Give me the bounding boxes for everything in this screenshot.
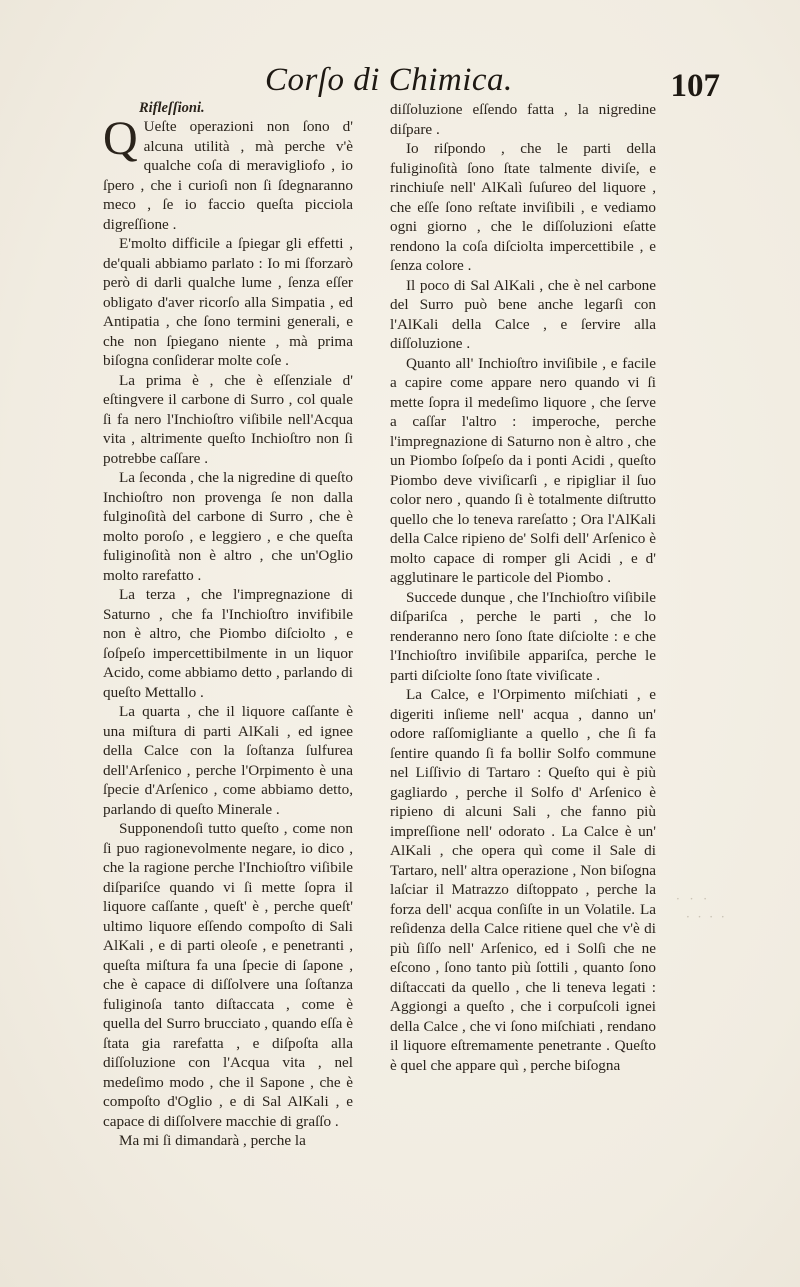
paragraph: Il poco di Sal AlKali , che è nel carbone del Surro può bene anche legarſi con l'AlKali della Calce , e ſervire alla diſſoluzione . <box>390 276 656 352</box>
paragraph: E'molto difficile a ſpiegar gli effetti , de'quali abbiamo parlato : Io mi ſforzarò però di darli qualche lume , ſenza eſſer obligato d'aver ricorſo alla Simpatia , ed Antipatia , che ſono termini generali, e che non ſpiegano niente , mà prima biſogna conſiderar molte coſe . <box>103 235 353 369</box>
paragraph: Supponendoſi tutto queſto , come non ſi puo ragionevolmente negare, io dico , che la ragione perche l'Inchioſtro viſibile diſpariſce quando vi ſi mette ſopra il liquore caſſante , queſt' è , perche queſt' ultimo liquore eſſendo compoſto di Sali AlKali , e di parti oleoſe , e penetranti , queſta miſtura fa una ſpecie di ſapone , che è capace di diſſolvere una ſoſtanza fuliginoſa tanto diſtaccata , come è quella del Surro brucciato , quando eſſa è ſtata gia rarefatta , e diſpoſta alla diſſoluzione con l'Acqua vita , nel medeſimo modo , che il Sapone , che è compoſto d'Oglio , e di Sal AlKali , e capace di diſſolvere macchie di graſſo . <box>103 820 353 1130</box>
paragraph: Succede dunque , che l'Inchioſtro viſibile diſpariſca , perche le parti , che lo renderanno nero ſono ſtate diſciolte : e che l'Inchioſtro inviſibile appariſca, perche le parti diſciolte ſono ſtate viviſicate . <box>390 588 656 684</box>
paragraph-text: Ueſte operazioni non ſono d' alcuna utilità , mà perche v'è qualche coſa di meravigliofo , io ſpero , che i curioſi non ſi ſdegnaranno meco , ſe io faccio queſta picciola digreſſione . <box>103 118 353 233</box>
bleed-through-mark: · · · · <box>686 910 727 924</box>
opening-paragraph <box>103 112 353 234</box>
paragraph: Io riſpondo , che le parti della fuliginoſità ſono ſtate talmente diviſe, e rinchiuſe nell' AlKalì ſuſureo del liquore , che eſſe ſono reſtate inviſibili , e vediamo ogni giorno , che le diſſoluzioni eſatte rendono la coſa diſciolta impercettibile , e ſenza colore . <box>390 140 656 274</box>
paragraph: La terza , che l'impregnazione di Saturno , che fa l'Inchioſtro invifibile non è altro, che Piombo diſciolto , e ſoſpeſo impercettibilmente in un liquor Acido, come abbiamo detto , parlando di queſto Mettallo . <box>103 586 353 701</box>
paragraph: La ſeconda , che la nigredine di queſto Inchioſtro non provenga ſe non dalla fulginoſità del carbone di Surro , che è molto poroſo , e leggiero , e che queſta fuliginoſità non è altro , che un'Oglio molto rarefatto . <box>103 469 353 584</box>
page-number: 107 <box>670 68 720 104</box>
drop-cap: Q <box>103 112 138 165</box>
paragraph: La quarta , che il liquore caſſante è una miſtura di parti AlKali , ed ignee della Calce con la ſoſtanza ſulfurea dell'Arſenico , perche l'Orpimento è una ſpecie d'Arſenico , come abbiamo detto, parlando di queſto Minerale . <box>103 703 353 818</box>
section-heading: Rifleſſioni. <box>139 100 205 116</box>
paragraph: La Calce, e l'Orpimento miſchiati , e digeriti inſieme nell' acqua , danno un' odore raſſomigliante a quello , che ſi fa ſentire quando ſi fa bollir Solfo commune nel Liſſivio di Tartaro : Queſto qui è più gagliardo , perche il Solfo d' Arſenico è ripieno di alcuni Sali , che fanno più impreſſione nell' odorato . La Calce è un' AlKali , che opera quì come il Sale di Tartaro, nell' altra operazione , Non biſogna laſciar il Matrazzo diſtoppato , perche la forza dell' acqua conſiſte in un Volatile. La reſidenza della Calce ritiene quel che v'è di più ſiſſo nell' Arſenico, ed i Solſi che ne eſcono , ſono tanto più ſottili , quanto ſono diſtaccati da quello , che li teneva legati : Aggiongi a queſto , che i corpuſcoli ignei della Calce , che vi ſono miſchiati , rendano il liquore eſtremamente penetrante . Queſto è quel che appare quì , perche biſogna <box>390 686 656 1074</box>
right-column <box>390 100 656 1075</box>
paragraph: Quanto all' Inchioſtro inviſibile , e facile a capire come appare nero quando vi ſi mette ſopra il medeſimo liquore , che ſerve a caſſar l'altro : imperoche, perche l'impregnazione di Saturno non è altro , che un Piombo ſoſpeſo da i ponti Acidi , queſto Piombo deve viviſicarſi , e ripigliar il ſuo color nero , quando ſi è totalmente diſtrutto quello che lo teneva rareſatto ; Ora l'AlKali della Calce ripieno de' Solfi dell' Arſenico è molto capace di romper gli Acidi , e d' agglutinare le particole del Piombo . <box>390 354 656 586</box>
paragraph: diſſoluzione eſſendo fatta , la nigredine diſpare . <box>390 101 656 138</box>
paragraph: Ma mi ſi dimandarà , perche la <box>119 1132 306 1149</box>
running-title: Corſo di Chimica. <box>265 62 513 98</box>
left-column <box>103 100 353 1151</box>
paragraph: La prima è , che è eſſenziale d' eſtingvere il carbone di Surro , col quale ſi fa nero l'Inchioſtro viſibile nell'Acqua vita , altrimente queſto Inchioſtro non ſi potrebbe caſſare . <box>103 371 353 467</box>
bleed-through-mark: · · · <box>676 892 711 906</box>
